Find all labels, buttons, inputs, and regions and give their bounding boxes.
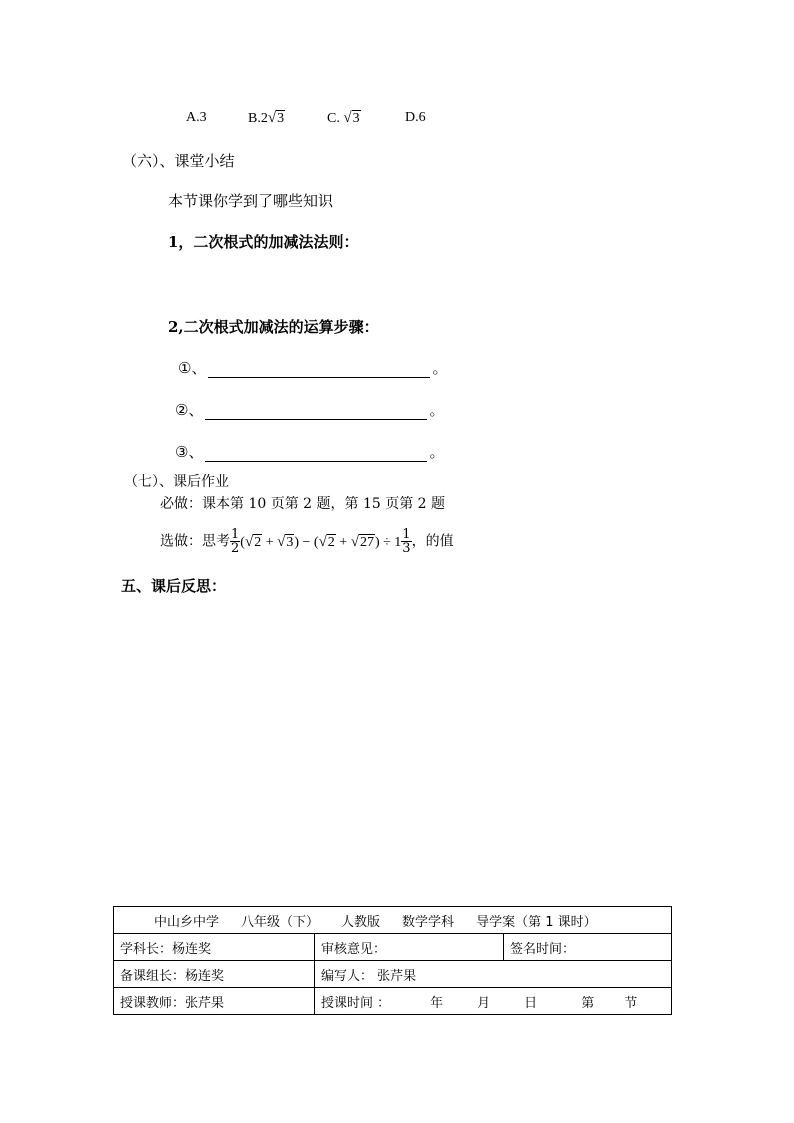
sqrt-symbol: √3 — [343, 110, 360, 126]
footer-period-jie: 节 — [624, 995, 638, 1011]
footer-teacher: 授课教师：张芹果 — [114, 988, 315, 1015]
step-2-label: ②、 — [175, 401, 204, 419]
step-2 — [175, 399, 444, 420]
choice-a: A.3 — [186, 110, 207, 125]
footer-month: 月 — [477, 995, 491, 1011]
blank-line[interactable] — [205, 403, 427, 420]
footer-plan: 导学案（第 1 课时） — [476, 914, 597, 930]
radicand-3: 3 — [286, 534, 294, 550]
footer-review: 审核意见： — [315, 934, 504, 961]
formula-body — [240, 535, 401, 550]
sqrt-symbol: √3 — [267, 110, 285, 126]
choice-c-prefix: C. — [327, 111, 340, 126]
footer-writer: 编写人： 张芹果 — [315, 961, 672, 988]
footer-year: 年 — [430, 995, 444, 1011]
choice-c-radicand: 3 — [352, 111, 360, 126]
optional-prefix: 选做：思考 — [160, 533, 230, 550]
fraction-numerator: 1 — [231, 527, 240, 542]
sqrt-symbol: √3 — [277, 533, 294, 550]
footer-lesson-time-label: 授课时间 ： — [321, 995, 391, 1011]
plus-sign: + — [339, 534, 348, 550]
step-end: 。 — [432, 359, 448, 377]
fraction-denominator: 2 — [231, 541, 240, 556]
section6-heading: （六）、课堂小结 — [122, 152, 235, 170]
section6-q2: 2,二次根式加减法的运算步骤： — [168, 318, 379, 336]
blank-line[interactable] — [208, 361, 430, 378]
fraction-denominator: 3 — [402, 541, 411, 556]
sqrt-symbol: √27 — [350, 533, 374, 550]
footer-sign-time: 签名时间： — [504, 934, 672, 961]
radicand-27: 27 — [359, 534, 374, 550]
plus-sign: + — [265, 534, 274, 550]
step-3 — [175, 441, 444, 462]
sqrt-symbol: √2 — [318, 533, 335, 550]
fraction-third — [401, 528, 411, 555]
choice-c — [327, 110, 361, 127]
footer-group-head: 备课组长：杨连奖 — [114, 961, 315, 988]
step-1 — [178, 357, 447, 378]
sqrt-symbol: √2 — [244, 533, 262, 550]
paren-close-minus: ) − ( — [294, 534, 319, 550]
step-1-label: ①、 — [178, 359, 207, 377]
blank-line[interactable] — [205, 445, 427, 462]
section7-heading: （七）、课后作业 — [124, 474, 229, 490]
choice-d: D.6 — [405, 110, 426, 125]
paren-open: ( — [240, 534, 245, 550]
footer-lesson-time — [315, 988, 672, 1015]
footer-table — [113, 906, 672, 1015]
homework-optional — [160, 528, 454, 555]
choice-b-radicand: 3 — [277, 111, 285, 126]
radicand-2: 2 — [327, 534, 335, 550]
homework-required: 必做：课本第 10 页第 2 题，第 15 页第 2 题 — [160, 496, 446, 512]
choice-b-prefix: B.2 — [248, 111, 268, 126]
step-end: 。 — [429, 401, 445, 419]
section5-heading: 五、课后反思： — [121, 577, 227, 595]
footer-period-di: 第 — [581, 995, 595, 1011]
footer-day: 日 — [524, 995, 538, 1011]
footer-version: 人教版 — [341, 914, 381, 930]
section6-intro: 本节课你学到了哪些知识 — [168, 192, 334, 210]
optional-suffix: ，的值 — [411, 533, 454, 550]
choice-b — [248, 110, 285, 127]
footer-school: 中山乡中学 — [154, 914, 220, 930]
fraction-half — [230, 528, 240, 555]
step-3-label: ③、 — [175, 443, 204, 461]
fraction-numerator: 1 — [402, 527, 411, 542]
section6-q1: 1，二次根式的加减法法则： — [168, 233, 359, 251]
footer-title-row — [114, 907, 672, 934]
paren-close-divide: ) ÷ 1 — [374, 534, 402, 550]
step-end: 。 — [429, 443, 445, 461]
footer-subject: 数学学科 — [402, 914, 455, 930]
radicand-2: 2 — [254, 534, 262, 550]
footer-grade: 八年级（下） — [241, 914, 320, 930]
footer-subject-head: 学科长：杨连奖 — [114, 934, 315, 961]
